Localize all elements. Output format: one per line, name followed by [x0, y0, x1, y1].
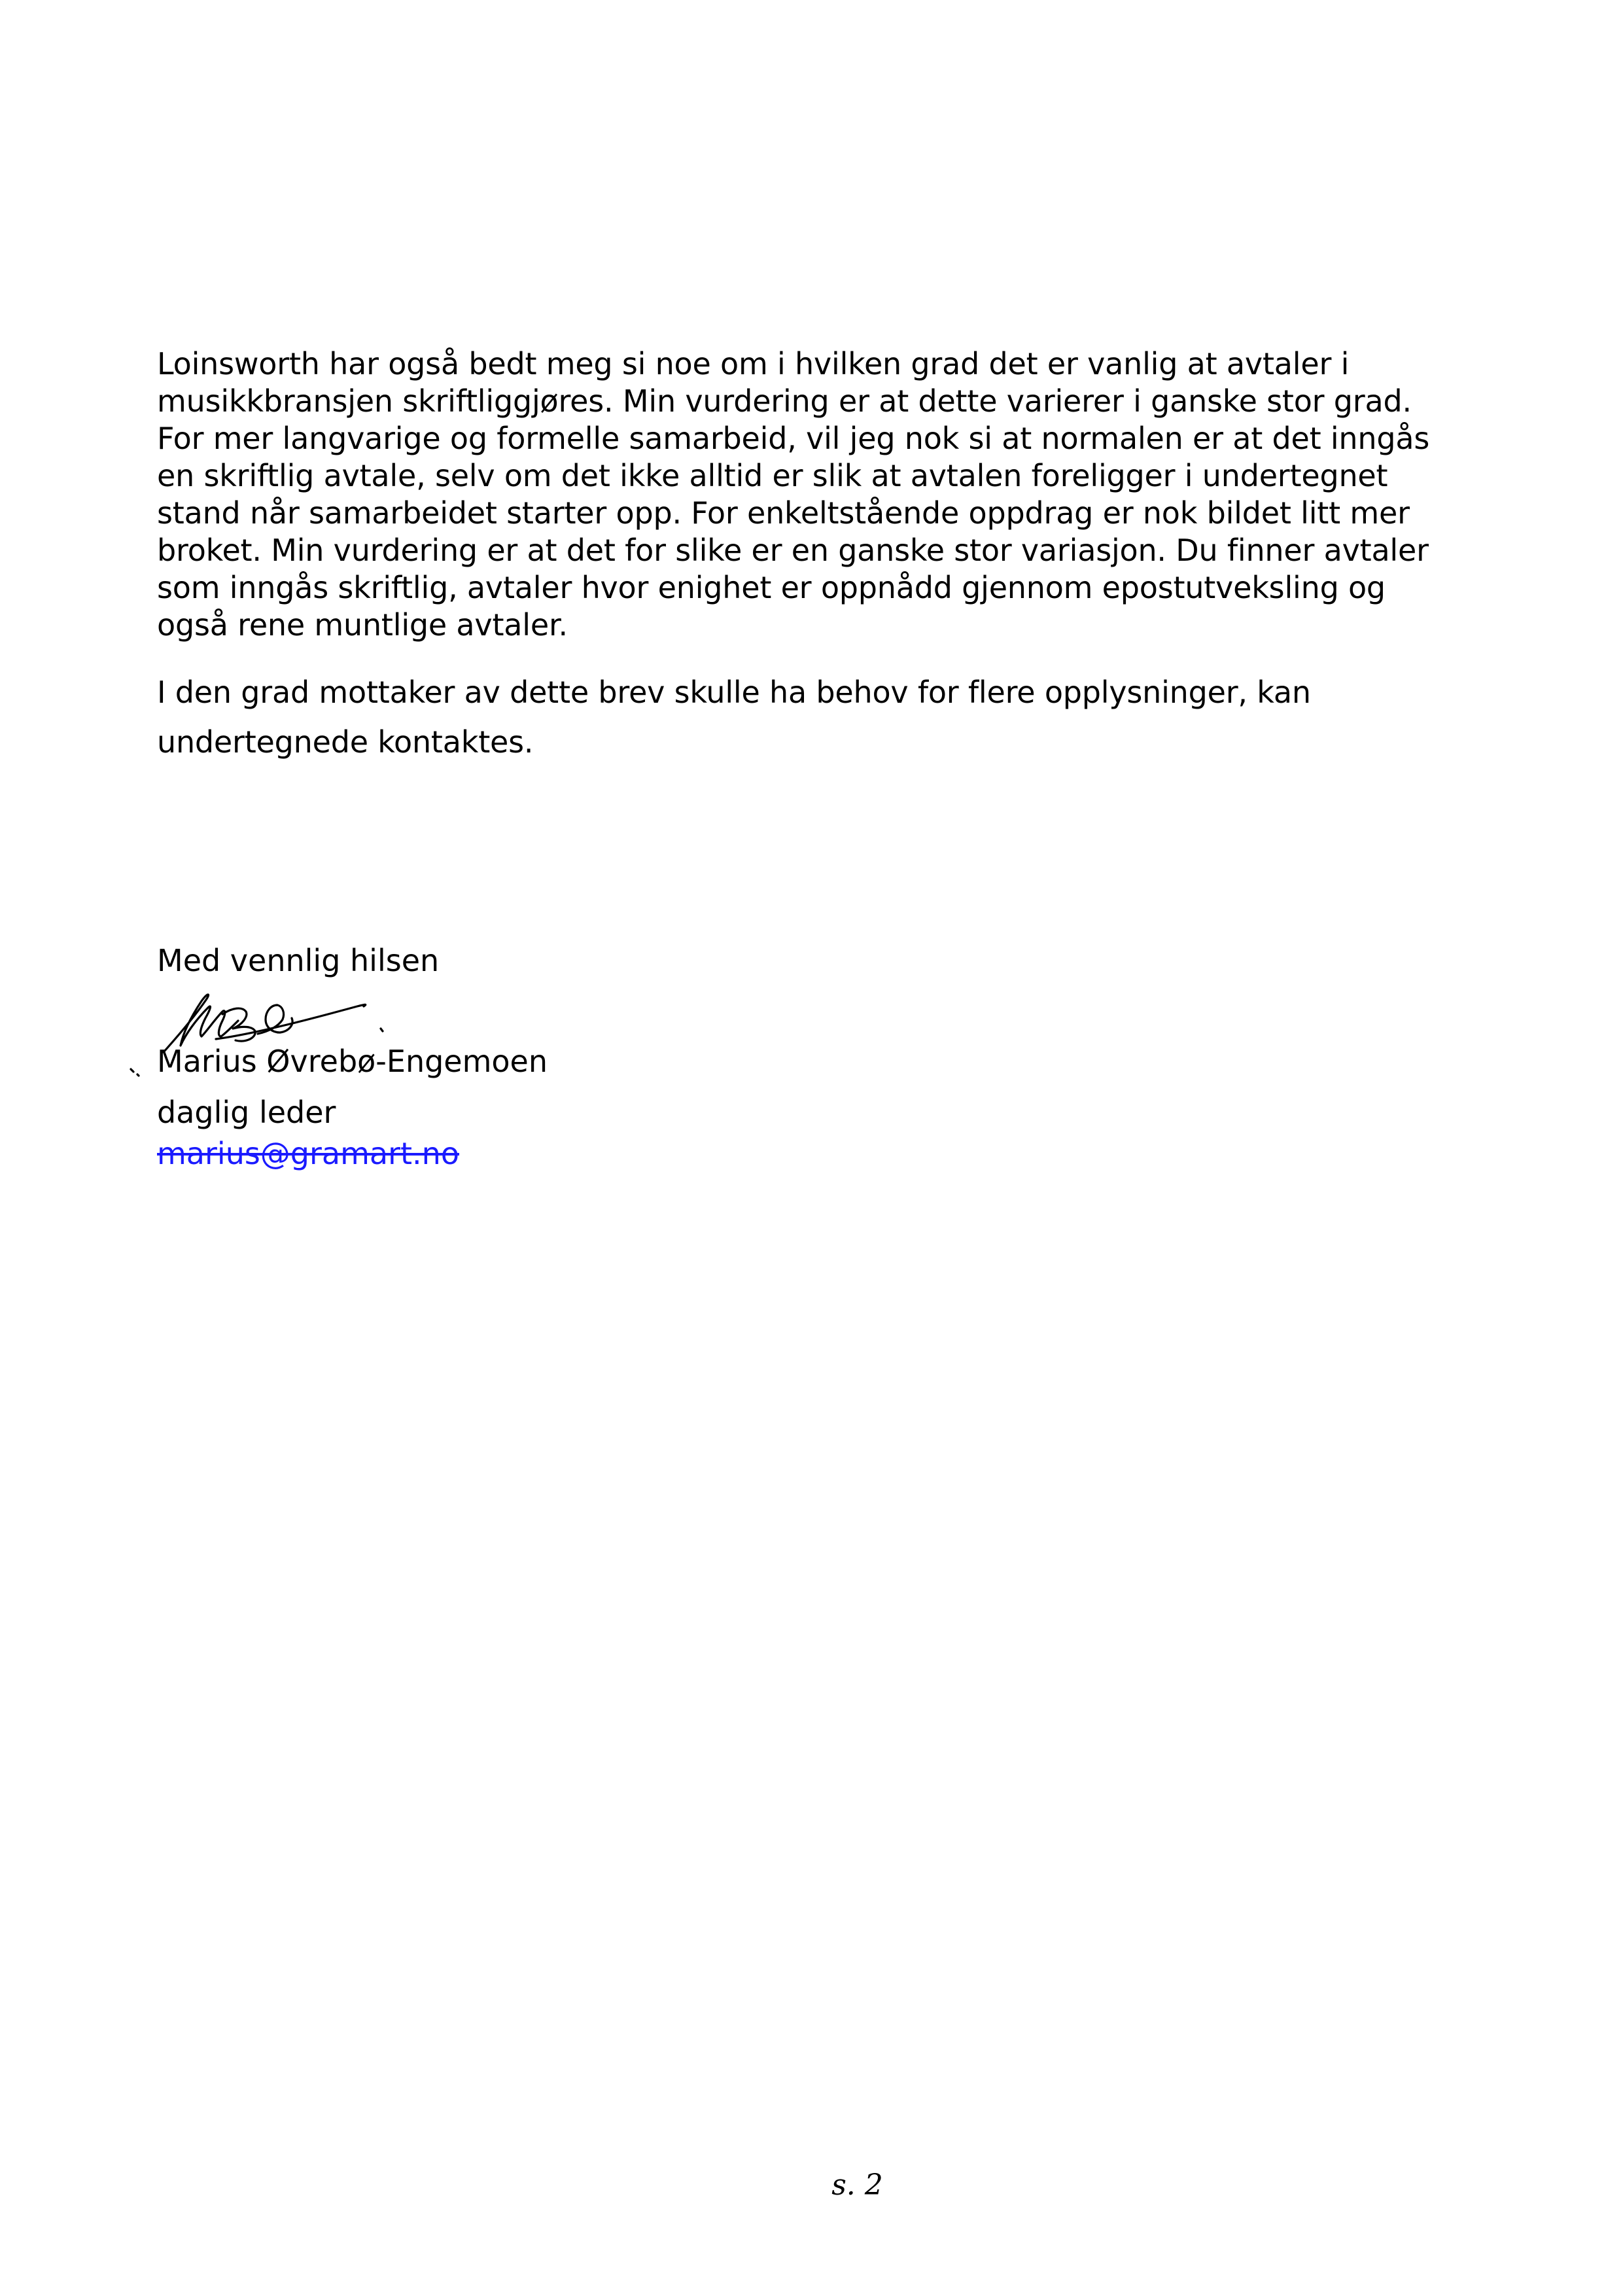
signatory-name: Marius Øvrebø-Engemoen: [157, 1044, 548, 1079]
page-number: s. 2: [831, 2168, 883, 2202]
closing-salutation: Med vennlig hilsen: [157, 943, 440, 978]
paragraph-line: undertegnede kontaktes.: [157, 724, 534, 760]
paragraph-line: broket. Min vurdering er at det for slike er en ganske stor variasjon. Du finner avtaler: [157, 533, 1429, 568]
paragraph-line: musikkbransjen skriftliggjøres. Min vurdering er at dette varierer i ganske stor grad.: [157, 383, 1412, 419]
paragraph-line: For mer langvarige og formelle samarbeid, vil jeg nok si at normalen er at det inngås: [157, 421, 1430, 456]
paragraph-contract-practice: [157, 345, 1430, 644]
paragraph-line: en skriftlig avtale, selv om det ikke alltid er slik at avtalen foreligger i undertegnet: [157, 458, 1388, 493]
paragraph-line: I den grad mottaker av dette brev skulle ha behov for flere opplysninger, kan: [157, 675, 1311, 710]
signatory-email-link[interactable]: marius@gramart.no: [157, 1136, 459, 1171]
paragraph-line: også rene muntlige avtaler.: [157, 607, 568, 643]
paragraph-line: stand når samarbeidet starter opp. For enkeltstående oppdrag er nok bildet litt mer: [157, 495, 1410, 531]
paragraph-contact-info: [157, 667, 1387, 767]
paragraph-line: Loinsworth har også bedt meg si noe om i hvilken grad det er vanlig at avtaler i: [157, 346, 1350, 381]
signatory-title: daglig leder: [157, 1095, 336, 1130]
paragraph-line: som inngås skriftlig, avtaler hvor enighet er oppnådd gjennom epostutveksling og: [157, 570, 1386, 605]
